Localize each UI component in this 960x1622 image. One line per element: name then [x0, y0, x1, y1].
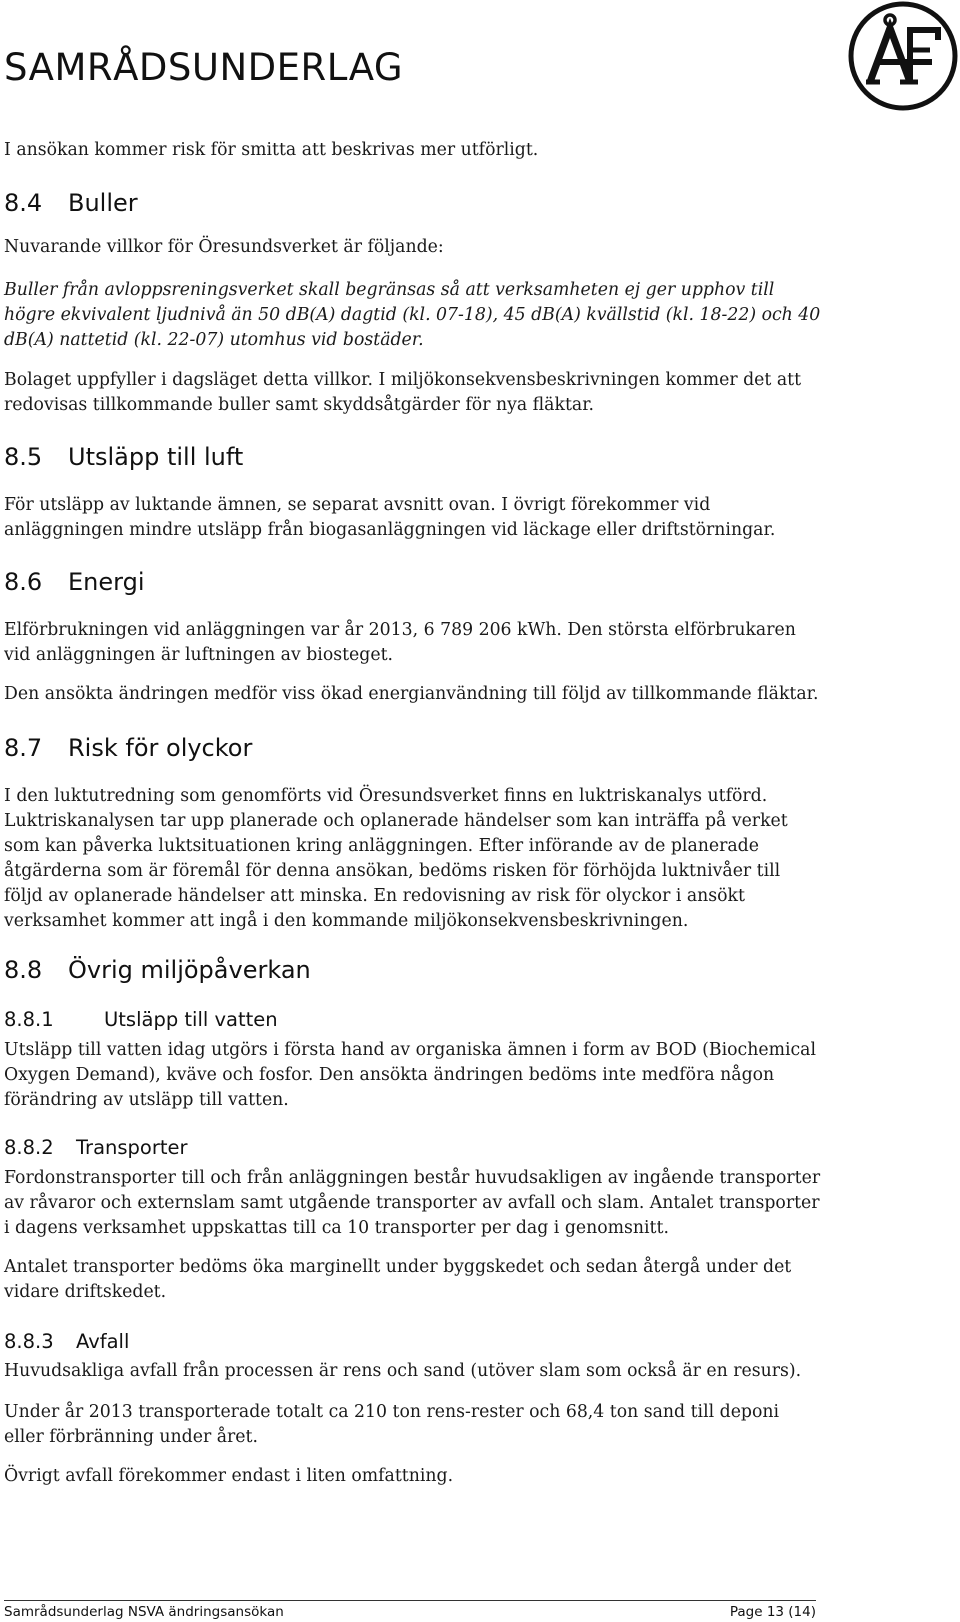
subsection-heading-8-8-1 — [4, 1007, 278, 1033]
footer-document-name: Samrådsunderlag NSVA ändringsansökan — [4, 1604, 284, 1620]
section-number: 8.6 — [4, 568, 43, 596]
section-title: Utsläpp till vatten — [104, 1008, 278, 1031]
section-title: Transporter — [76, 1136, 188, 1159]
section-heading-8-8 — [4, 955, 311, 985]
paragraph: I den luktutredning som genomförts vid Öresundsverket finns en luktriskanalys utförd. Luktriskanalysen tar upp planerade och oplanerade händelser som kan inträffa på verket som kan påverka luktsituationen kring anläggningen. Efter införande av de planerade åtgärderna som är föremål för denna ansökan, bedöms risken för förhöjda luktnivåer till följd av oplanerade händelser att minska. En redovisning av risk för olyckor i ansökt verksamhet kommer att ingå i den kommande miljökonsekvensbeskrivningen. — [4, 786, 788, 931]
section-title: Buller — [68, 189, 138, 217]
section-number: 8.7 — [4, 734, 43, 762]
section-number: 8.4 — [4, 189, 43, 217]
section-title: Övrig miljöpåverkan — [68, 956, 311, 984]
section-title: Energi — [68, 568, 145, 596]
document-title: SAMRÅDSUNDERLAG — [4, 46, 404, 89]
paragraph: Fordonstransporter till och från anläggningen består huvudsakligen av ingående transporter av råvaror och externslam samt utgående transporter av avfall och slam. Antalet transporter i dagens verksamhet uppskattas till ca 10 transporter per dag i genomsnitt. — [4, 1168, 821, 1238]
paragraph: Nuvarande villkor för Öresundsverket är följande: — [4, 237, 444, 257]
paragraph: Utsläpp till vatten idag utgörs i första hand av organiska ämnen i form av BOD (Biochemical Oxygen Demand), kväve och fosfor. Den ansökta ändringen bedöms inte medföra någon förändring av utsläpp till vatten. — [4, 1040, 817, 1110]
section-heading-8-7 — [4, 733, 252, 763]
quoted-condition: Buller från avloppsreningsverket skall begränsas så att verksamheten ej ger upphov till högre ekvivalent ljudnivå än 50 dB(A) dagtid (kl. 07-18), 45 dB(A) kvällstid (kl. 18-22) och 40 dB(A) nattetid (kl. 22-07) utomhus vid bostäder. — [4, 280, 821, 350]
section-title: Risk för olyckor — [68, 734, 253, 762]
section-number: 8.8.1 — [4, 1008, 54, 1031]
paragraph: Övrigt avfall förekommer endast i liten omfattning. — [4, 1466, 454, 1486]
paragraph: Elförbrukningen vid anläggningen var år 2013, 6 789 206 kWh. Den största elförbrukaren vid anläggningen är luftningen av biosteget. — [4, 620, 796, 665]
section-heading-8-5 — [4, 442, 243, 472]
section-heading-8-6 — [4, 567, 145, 597]
subsection-heading-8-8-3 — [4, 1329, 129, 1355]
section-number: 8.8.2 — [4, 1136, 54, 1159]
subsection-heading-8-8-2 — [4, 1135, 188, 1161]
paragraph: Den ansökta ändringen medför viss ökad energianvändning till följd av tillkommande fläktar. — [4, 684, 819, 704]
section-title: Avfall — [76, 1330, 130, 1353]
paragraph: Under år 2013 transporterade totalt ca 210 ton rens-rester och 68,4 ton sand till deponi eller förbränning under året. — [4, 1402, 780, 1447]
paragraph: Antalet transporter bedöms öka marginellt under byggskedet och sedan återgå under det vidare driftskedet. — [4, 1257, 792, 1302]
section-number: 8.5 — [4, 443, 43, 471]
section-title: Utsläpp till luft — [68, 443, 244, 471]
section-heading-8-4 — [4, 188, 138, 218]
intro-paragraph: I ansökan kommer risk för smitta att beskrivas mer utförligt. — [4, 140, 539, 160]
page-footer — [4, 1600, 816, 1621]
paragraph: Bolaget uppfyller i dagsläget detta villkor. I miljökonsekvensbeskrivningen kommer det att redovisas tillkommande buller samt skyddsåtgärder för nya fläktar. — [4, 370, 802, 415]
section-number: 8.8 — [4, 956, 43, 984]
section-number: 8.8.3 — [4, 1330, 54, 1353]
footer-page-number: Page 13 (14) — [729, 1604, 816, 1620]
paragraph: Huvudsakliga avfall från processen är rens och sand (utöver slam som också är en resurs). — [4, 1361, 802, 1381]
paragraph: För utsläpp av luktande ämnen, se separat avsnitt ovan. I övrigt förekommer vid anläggningen mindre utsläpp från biogasanläggningen vid läckage eller driftstörningar. — [4, 495, 776, 540]
af-logo — [846, 0, 960, 114]
